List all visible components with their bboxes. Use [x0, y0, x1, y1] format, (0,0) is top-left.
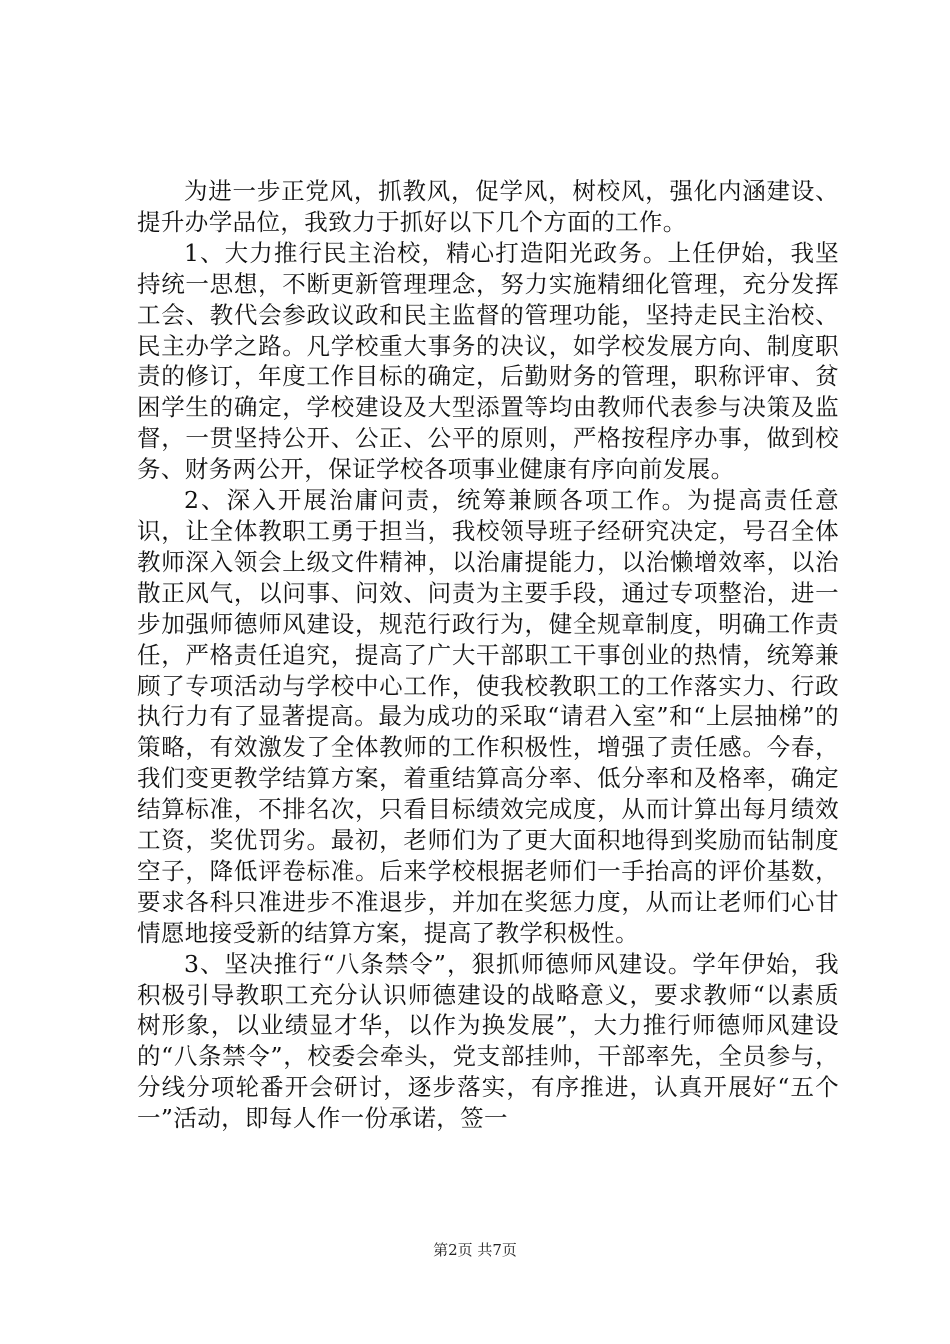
- page-footer: [0, 1240, 950, 1260]
- paragraph-section-2: 2、深入开展治庸问责，统筹兼顾各项工作。为提高责任意识，让全体教职工勇于担当，我校领导班子经研究决定，号召全体教师深入领会上级文件精神，以治庸提能力，以治懒增效率，以治散正风气，以问事、问效、问责为主要手段，通过专项整治，进一步加强师德师风建设，规范行政行为，健全规章制度，明确工作责任，严格责任追究，提高了广大干部职工干事创业的热情，统筹兼顾了专项活动与学校中心工作，使我校教职工的工作落实力、行政执行力有了显著提高。最为成功的采取“请君入室”和“上层抽梯”的策略，有效激发了全体教师的工作积极性，增强了责任感。今春，我们变更教学结算方案，着重结算高分率、低分率和及格率，确定结算标准，不排名次，只看目标绩效完成度，从而计算出每月绩效工资，奖优罚劣。最初，老师们为了更大面积地得到奖励而钻制度空子，降低评卷标准。后来学校根据老师们一手抬高的评价基数，要求各科只准进步不准退步，并加在奖惩力度，从而让老师们心甘情愿地接受新的结算方案，提高了教学积极性。: [137, 486, 839, 947]
- paragraph-section-3: 3、坚决推行“八条禁令”，狠抓师德师风建设。学年伊始，我积极引导教职工充分认识师德建设的战略意义，要求教师“以素质树形象，以业绩显才华，以作为换发展”，大力推行师德师风建设的“八条禁令”，校委会牵头，党支部挂帅，干部率先，全员参与，分线分项轮番开会研讨，逐步落实，有序推进，认真开展好“五个一”活动，即每人作一份承诺，签一: [137, 949, 839, 1133]
- document-body: [137, 176, 839, 1134]
- paragraph-intro: 为进一步正党风，抓教风，促学风，树校风，强化内涵建设、提升办学品位，我致力于抓好以下几个方面的工作。: [137, 177, 839, 236]
- page-number: 第2页 共7页: [433, 1241, 517, 1259]
- paragraph-section-1: 1、大力推行民主治校，精心打造阳光政务。上任伊始，我坚持统一思想，不断更新管理理念，努力实施精细化管理，充分发挥工会、教代会参政议政和民主监督的管理功能，坚持走民主治校、民主办学之路。凡学校重大事务的决议，如学校发展方向、制度职责的修订，年度工作目标的确定，后勤财务的管理，职称评审、贫困学生的确定，学校建设及大型添置等均由教师代表参与决策及监督，一贯坚持公开、公正、公平的原则，严格按程序办事，做到校务、财务两公开，保证学校各项事业健康有序向前发展。: [137, 238, 839, 484]
